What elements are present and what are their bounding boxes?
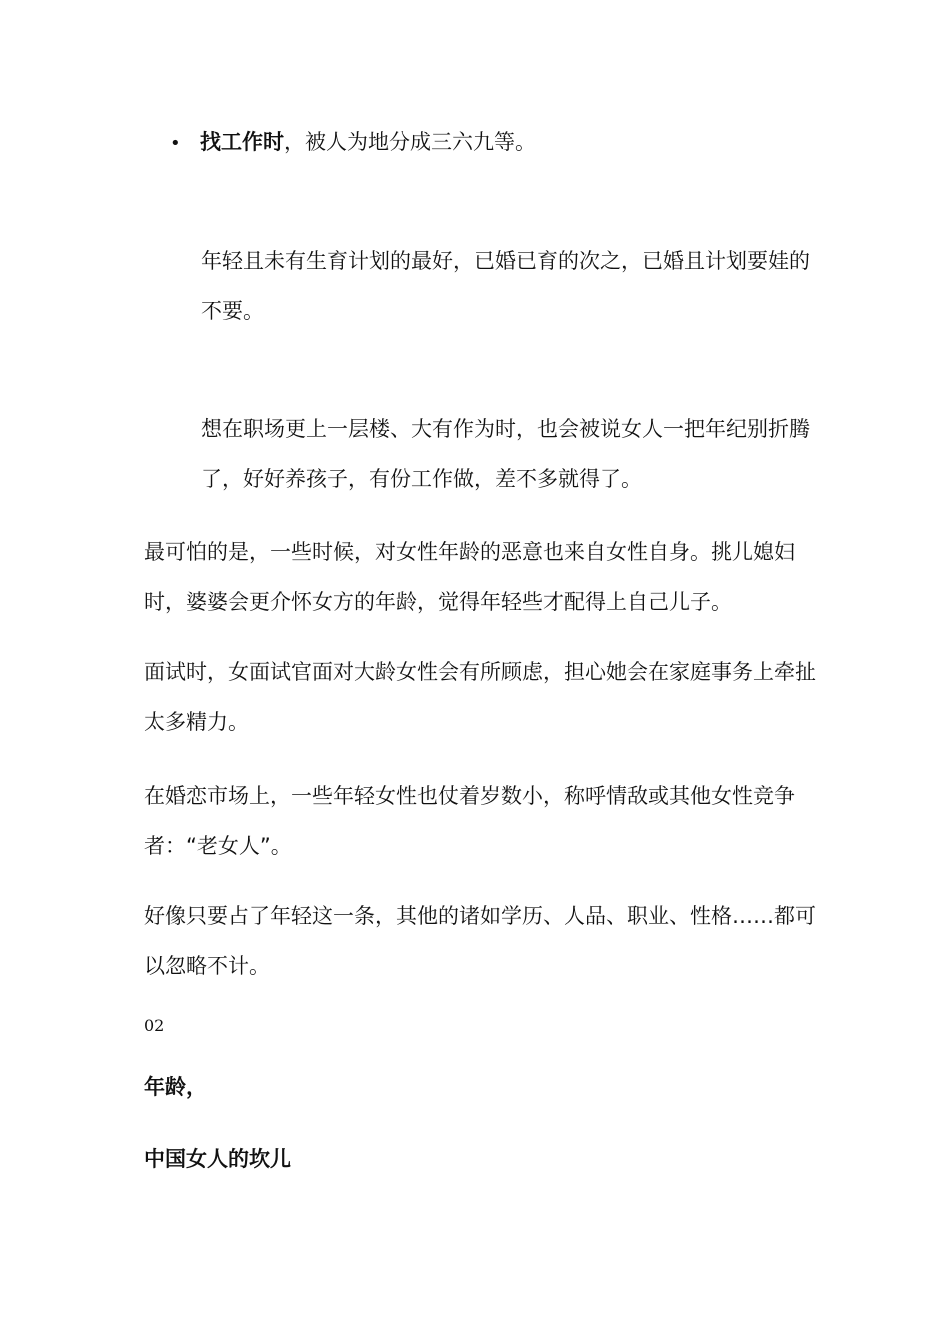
paragraph: 最可怕的是，一些时候，对女性年龄的恶意也来自女性自身。挑儿媳妇时，婆婆会更介怀女方的年龄，觉得年轻些才配得上自己儿子。 (144, 540, 795, 614)
section-number: 02 (144, 1016, 165, 1035)
section-heading-line1: 年龄， (144, 1075, 207, 1099)
bullet-item (170, 124, 810, 162)
bullet-bold-text: 找工作时 (200, 130, 284, 154)
bullet-marker: • (170, 133, 181, 154)
indented-paragraph: 想在职场更上一层楼、大有作为时，也会被说女人一把年纪别折腾了，好好养孩子，有份工作做，差不多就得了。 (201, 417, 810, 491)
section-heading-line2: 中国女人的坎儿 (144, 1147, 291, 1171)
indented-paragraph: 年轻且未有生育计划的最好，已婚已育的次之，已婚且计划要娃的不要。 (201, 249, 810, 323)
bullet-text: ，被人为地分成三六九等。 (284, 130, 536, 154)
paragraph: 在婚恋市场上，一些年轻女性也仗着岁数小，称呼情敌或其他女性竞争者：“老女人”。 (144, 784, 795, 858)
paragraph: 面试时，女面试官面对大龄女性会有所顾虑，担心她会在家庭事务上牵扯太多精力。 (144, 660, 816, 734)
paragraph: 好像只要占了年轻这一条，其他的诸如学历、人品、职业、性格……都可以忽略不计。 (144, 904, 816, 978)
